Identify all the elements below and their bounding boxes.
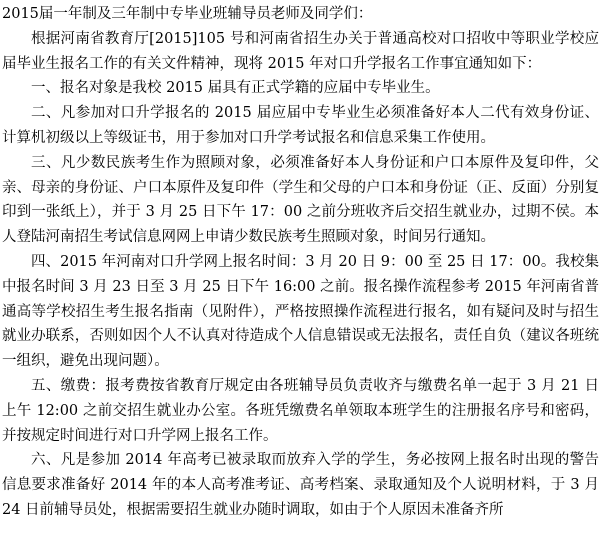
paragraph-item-3: 三、凡少数民族考生作为照顾对象，必须准备好本人身份证和户口本原件及复印件，父亲、母亲的身份证、户口本原件及复印件（学生和父母的户口本和身份证（正、反面）分别复印到一张纸上），并于 3 月 25 日下午 17：00 之前分班收齐后交招生就业办，过期不侯。本人登陆河南招生考试信息网网上申请少数民族考生照顾对象，时间另行通知。	[2, 154, 599, 246]
paragraph-item-5: 五、缴费：报考费按省教育厅规定由各班辅导员负责收齐与缴费名单一起于 3 月 21 日上午 12:00 之前交招生就业办公室。各班凭缴费名单领取本班学生的注册报名序号和密码，并按规定时间进行对口升学网上报名工作。	[2, 377, 599, 444]
paragraph-intro: 根据河南省教育厅[2015]105 号和河南省招生办关于普通高校对口招收中等职业学校应届毕业生报名工作的有关文件精神，现将 2015 年对口升学报名工作事宜通知如下：	[2, 30, 599, 72]
paragraph-item-4: 四、2015 年河南对口升学网上报名时间：3 月 20 日 9：00 至 25 日 17：00。我校集中报名时间 3 月 23 日至 3 月 25 日下午 16:00 之前。报名操作流程参考 2015 年河南省普通高等学校招生考生报名指南（见附件），严格按照操作流程进行报名，如有疑问及时与招生就业办联系，否则如因个人不认真对待造成个人信息错误或无法报名，责任自负（建议各班统一组织，避免出现问题）。	[2, 253, 599, 370]
salutation: 2015届一年制及三年制中专毕业班辅导员老师及同学们：	[2, 6, 373, 22]
paragraph-item-2: 二、凡参加对口升学报名的 2015 届应届中专毕业生必须准备好本人二代有效身份证、计算机初级以上等级证书，用于参加对口升学考试报名和信息采集工作使用。	[2, 105, 599, 146]
paragraph-item-6: 六、凡是参加 2014 年高考已被录取而放弃入学的学生，务必按网上报名时出现的警告信息要求准备好 2014 年的本人高考准考证、高考档案、录取通知及个人说明材料，于 3 月 24 日前辅导员处，根据需要招生就业办随时调取，如由于个人原因未准备齐所	[2, 452, 599, 518]
paragraph-item-1: 一、报名对象是我校 2015 届具有正式学籍的应届中专毕业生。	[31, 80, 440, 97]
